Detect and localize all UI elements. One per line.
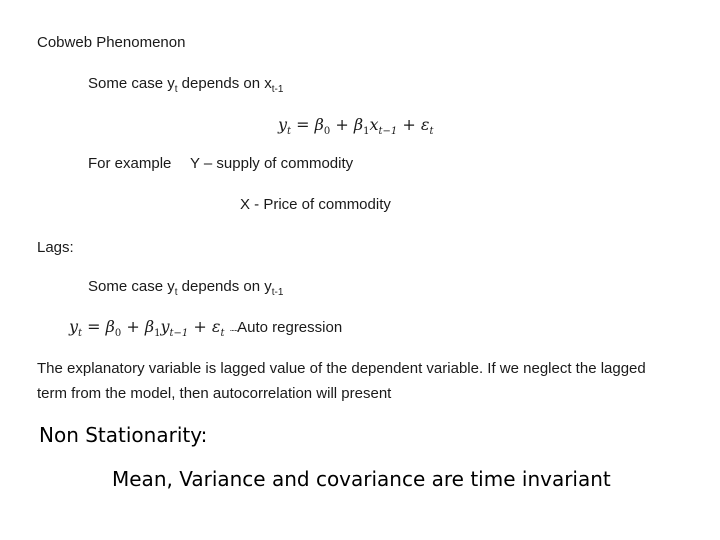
- eq1-var: x: [369, 115, 379, 134]
- explanation-line-1: The explanatory variable is lagged value of the dependent variable. If we neglect the lagged: [37, 360, 646, 377]
- equation-autoregression: [69, 317, 343, 339]
- example-y-definition: Y – supply of commodity: [190, 155, 354, 172]
- eq2-var: y: [160, 317, 170, 336]
- case-xt-mid: depends on x: [177, 75, 272, 92]
- case-yt-sub-t: t: [174, 287, 178, 298]
- eq1-beta0-sub: 0: [323, 126, 331, 137]
- eq2-plus2: +: [188, 317, 212, 336]
- case-xt-prefix: Some case y: [88, 75, 175, 92]
- eq1-equals: =: [291, 115, 315, 134]
- case-xt-lag: [88, 75, 284, 95]
- case-yt-lag: [88, 278, 284, 298]
- case-xt-sub-t: t: [174, 84, 178, 95]
- nonstationarity-heading: Non Stationarity:: [39, 423, 208, 447]
- nonstationarity-statement: Mean, Variance and covariance are time invariant: [112, 467, 611, 491]
- lags-heading: Lags:: [37, 239, 74, 256]
- eq2-lhs: y: [69, 317, 79, 336]
- eq2-equals: =: [82, 317, 106, 336]
- page-title: Cobweb Phenomenon: [37, 34, 186, 51]
- equation-distributed-lag: [278, 115, 434, 137]
- case-yt-sub-prev: t-1: [271, 287, 284, 298]
- case-yt-mid: depends on y: [177, 278, 272, 295]
- eq1-var-sub: t−1: [378, 126, 398, 137]
- explanation-line-2: term from the model, then autocorrelation will present: [37, 385, 392, 402]
- eq2-epsilon-sub: t: [220, 328, 225, 339]
- eq2-beta0: β: [105, 317, 115, 336]
- eq1-beta1-sub: 1: [363, 126, 370, 137]
- eq2-beta0-sub: 0: [114, 328, 122, 339]
- eq2-var-sub: t−1: [169, 328, 189, 339]
- eq1-lhs: y: [278, 115, 288, 134]
- example-x-definition: X - Price of commodity: [240, 196, 391, 213]
- eq1-epsilon: ε: [420, 115, 430, 134]
- eq2-beta1-sub: 1: [154, 328, 161, 339]
- eq2-lhs-sub: t: [78, 328, 83, 339]
- eq1-epsilon-sub: t: [429, 126, 434, 137]
- eq2-beta1: β: [144, 317, 155, 336]
- case-yt-prefix: Some case y: [88, 278, 175, 295]
- eq2-epsilon: ε: [211, 317, 221, 336]
- example-label: For example: [88, 155, 172, 172]
- eq1-lhs-sub: t: [287, 126, 292, 137]
- case-xt-sub-prev: t-1: [271, 84, 284, 95]
- eq1-plus2: +: [397, 115, 421, 134]
- eq2-note: Auto regression: [237, 319, 343, 336]
- eq1-plus1: +: [330, 115, 354, 134]
- eq2-plus1: +: [121, 317, 145, 336]
- eq1-beta0: β: [314, 115, 324, 134]
- eq2-dots: .....: [229, 323, 238, 333]
- eq1-beta1: β: [353, 115, 364, 134]
